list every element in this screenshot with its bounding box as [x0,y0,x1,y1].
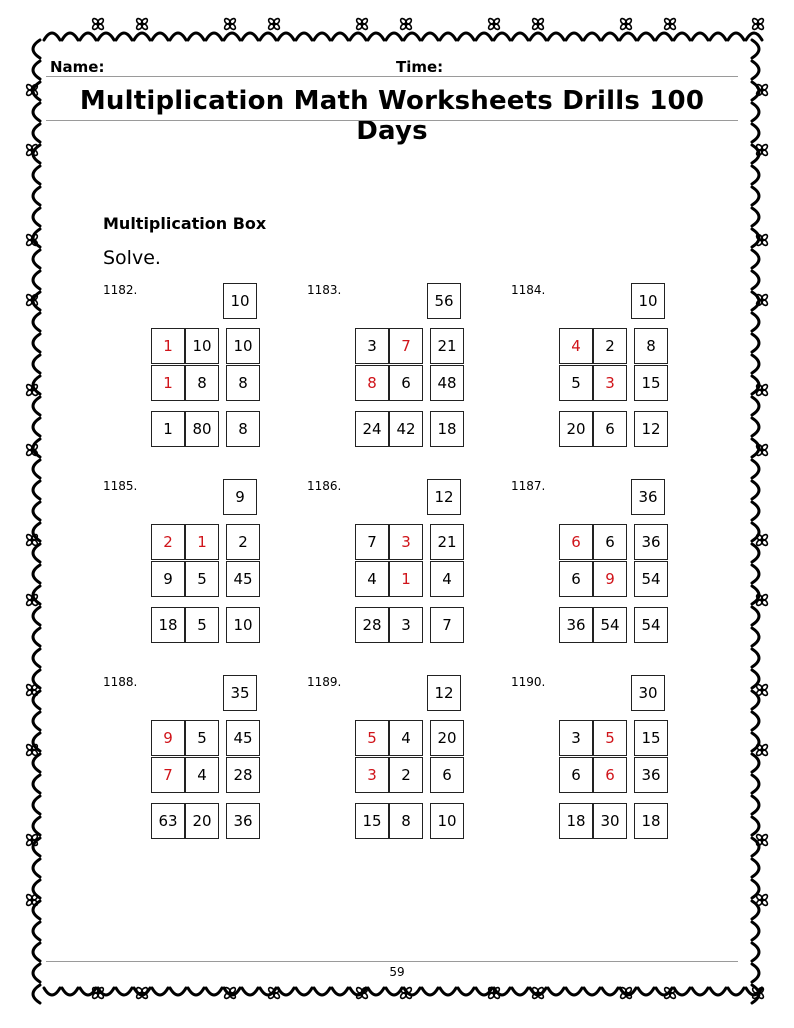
name-label: Name: [50,58,105,76]
answer-cell-d: 6 [593,757,627,793]
problem-number: 1190. [511,675,546,689]
box-cell-bottom2: 30 [593,803,627,839]
section-title: Multiplication Box [103,214,267,233]
box-cell-right2: 4 [430,561,464,597]
box-cell-corner: 18 [634,803,668,839]
box-cell-right1: 45 [226,720,260,756]
box-cell-right1: 15 [634,720,668,756]
box-cell-right1: 21 [430,328,464,364]
multiplication-box-problem [307,479,507,659]
flower-icon [755,833,768,846]
box-cell-b: 4 [389,720,423,756]
flower-icon [223,17,236,30]
answer-cell-c: 8 [355,365,389,401]
flower-icon [531,17,544,30]
problem-number: 1188. [103,675,138,689]
flower-icon [355,17,368,30]
flower-icon [663,17,676,30]
answer-cell-c: 1 [151,365,185,401]
box-cell-bottom1: 15 [355,803,389,839]
box-cell-bottom2: 54 [593,607,627,643]
flower-icon [25,293,38,306]
box-cell-bottom2: 5 [185,607,219,643]
flower-icon [135,17,148,30]
box-cell-right2: 54 [634,561,668,597]
multiplication-box-problem [307,675,507,855]
box-cell-right1: 20 [430,720,464,756]
flower-icon [91,17,104,30]
answer-cell-b: 1 [185,524,219,560]
box-cell-top: 10 [223,283,257,319]
box-cell-d: 8 [185,365,219,401]
box-cell-bottom1: 24 [355,411,389,447]
answer-cell-a: 6 [559,524,593,560]
multiplication-box-problem [307,283,507,463]
box-cell-corner: 36 [226,803,260,839]
box-cell-bottom2: 6 [593,411,627,447]
box-cell-bottom1: 18 [559,803,593,839]
flower-icon [25,83,38,96]
multiplication-box-problem [511,479,711,659]
box-cell-bottom1: 36 [559,607,593,643]
answer-cell-a: 4 [559,328,593,364]
box-cell-bottom2: 3 [389,607,423,643]
box-cell-d: 2 [389,757,423,793]
flower-icon [25,683,38,696]
multiplication-box-problem [511,675,711,855]
box-cell-bottom1: 28 [355,607,389,643]
multiplication-box-problem [103,675,303,855]
box-cell-a: 3 [559,720,593,756]
box-cell-top: 10 [631,283,665,319]
answer-cell-a: 5 [355,720,389,756]
flower-icon [25,893,38,906]
box-cell-right1: 10 [226,328,260,364]
flower-icon [619,17,632,30]
box-cell-right1: 36 [634,524,668,560]
answer-cell-a: 9 [151,720,185,756]
answer-cell-a: 2 [151,524,185,560]
box-cell-bottom2: 80 [185,411,219,447]
problem-number: 1187. [511,479,546,493]
answer-cell-b: 7 [389,328,423,364]
multiplication-box-problem [103,479,303,659]
box-cell-b: 5 [185,720,219,756]
flower-icon [267,17,280,30]
box-cell-bottom1: 20 [559,411,593,447]
box-cell-corner: 10 [226,607,260,643]
flower-icon [355,986,368,999]
box-cell-top: 56 [427,283,461,319]
answer-cell-b: 5 [593,720,627,756]
flower-icon [487,17,500,30]
box-cell-bottom2: 20 [185,803,219,839]
box-cell-c: 6 [559,561,593,597]
answer-cell-a: 1 [151,328,185,364]
flower-icon [755,893,768,906]
box-cell-bottom2: 8 [389,803,423,839]
problem-number: 1189. [307,675,342,689]
multiplication-box-problem [511,283,711,463]
box-cell-right1: 21 [430,524,464,560]
box-cell-d: 6 [389,365,423,401]
answer-cell-d: 9 [593,561,627,597]
box-cell-d: 4 [185,757,219,793]
box-cell-b: 10 [185,328,219,364]
box-cell-bottom1: 1 [151,411,185,447]
box-cell-corner: 18 [430,411,464,447]
box-cell-a: 3 [355,328,389,364]
box-cell-right1: 2 [226,524,260,560]
flower-icon [755,533,768,546]
box-cell-b: 2 [593,328,627,364]
footer-rule [46,961,738,962]
time-label: Time: [396,58,444,76]
box-cell-right2: 45 [226,561,260,597]
box-cell-corner: 10 [430,803,464,839]
box-cell-right2: 48 [430,365,464,401]
box-cell-top: 12 [427,675,461,711]
flower-icon [755,683,768,696]
box-cell-b: 6 [593,524,627,560]
problem-number: 1183. [307,283,342,297]
box-cell-bottom1: 18 [151,607,185,643]
title-rule [46,120,738,121]
box-cell-corner: 8 [226,411,260,447]
box-cell-top: 9 [223,479,257,515]
answer-cell-d: 1 [389,561,423,597]
box-cell-right1: 8 [634,328,668,364]
box-cell-right2: 6 [430,757,464,793]
box-cell-right2: 36 [634,757,668,793]
box-cell-top: 35 [223,675,257,711]
flower-icon [755,743,768,756]
problem-number: 1184. [511,283,546,297]
flower-icon [399,17,412,30]
page-number: 59 [389,965,405,979]
box-cell-right2: 15 [634,365,668,401]
box-cell-c: 4 [355,561,389,597]
instruction-text: Solve. [103,247,161,269]
box-cell-top: 12 [427,479,461,515]
box-cell-bottom2: 42 [389,411,423,447]
box-cell-corner: 54 [634,607,668,643]
header-rule [46,76,738,77]
page-title: Multiplication Math Worksheets Drills 100 Days [79,86,705,146]
box-cell-right2: 8 [226,365,260,401]
answer-cell-b: 3 [389,524,423,560]
box-cell-bottom1: 63 [151,803,185,839]
answer-cell-d: 3 [593,365,627,401]
box-cell-corner: 12 [634,411,668,447]
box-cell-a: 7 [355,524,389,560]
box-cell-top: 36 [631,479,665,515]
box-cell-c: 6 [559,757,593,793]
box-cell-c: 5 [559,365,593,401]
box-cell-right2: 28 [226,757,260,793]
problem-number: 1186. [307,479,342,493]
box-cell-top: 30 [631,675,665,711]
answer-cell-c: 3 [355,757,389,793]
box-cell-c: 9 [151,561,185,597]
problem-number: 1185. [103,479,138,493]
box-cell-corner: 7 [430,607,464,643]
flower-icon [751,17,764,30]
answer-cell-c: 7 [151,757,185,793]
box-cell-d: 5 [185,561,219,597]
multiplication-box-problem [103,283,303,463]
problem-number: 1182. [103,283,138,297]
